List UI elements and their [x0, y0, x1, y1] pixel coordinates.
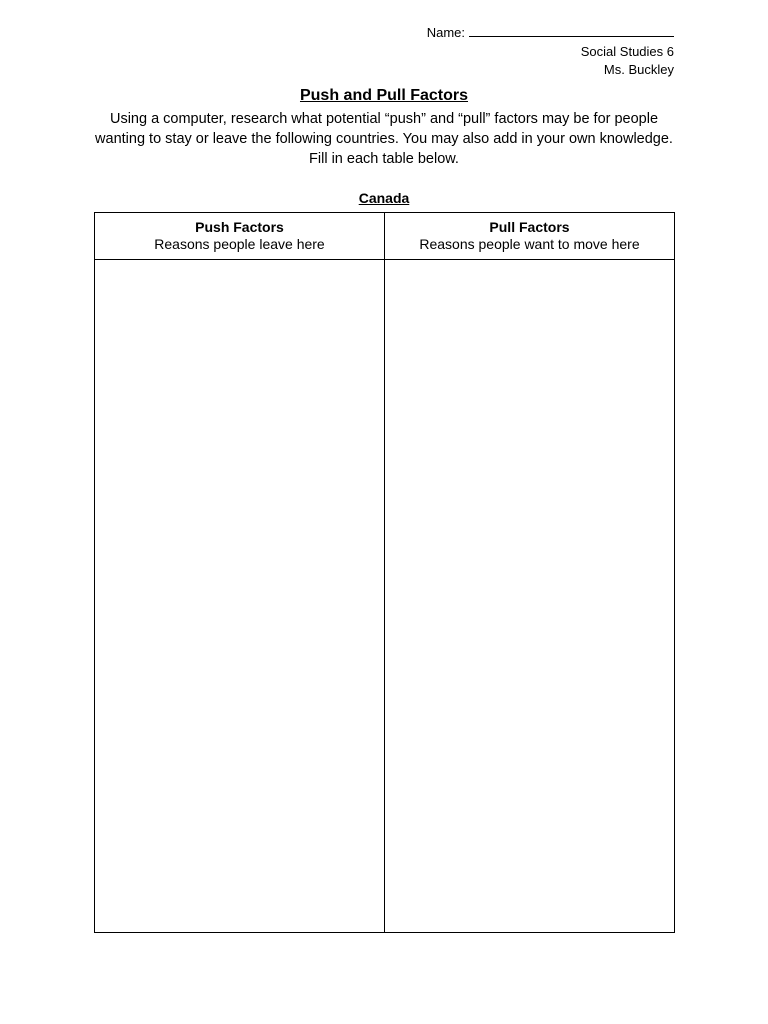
push-factors-header [95, 213, 385, 260]
course-label: Social Studies 6 [580, 43, 674, 59]
pull-factors-header [385, 213, 675, 260]
name-blank-field[interactable] [469, 25, 674, 37]
teacher-label: Ms. Buckley [603, 62, 674, 77]
push-factors-heading: Push Factors [195, 219, 284, 235]
pull-factors-subheading: Reasons people want to move here [419, 236, 640, 252]
push-pull-table [94, 212, 675, 933]
table-header-row [95, 213, 675, 260]
table-body-row [95, 260, 675, 933]
name-row [427, 24, 674, 43]
push-factors-subheading: Reasons people leave here [154, 236, 325, 252]
instructions-paragraph: Using a computer, research what potential “push” and “pull” factors may be for people wanting to stay or leave the following countries. You may also add in your own knowledge. Fill in each table below. [95, 111, 673, 167]
push-factors-answer-cell[interactable] [95, 260, 385, 933]
country-heading: Canada [358, 190, 410, 206]
name-label: Name: [426, 25, 465, 40]
page-title: Push and Pull Factors [299, 87, 469, 104]
worksheet-header [427, 24, 674, 80]
pull-factors-answer-cell[interactable] [385, 260, 675, 933]
pull-factors-heading: Pull Factors [489, 219, 570, 235]
